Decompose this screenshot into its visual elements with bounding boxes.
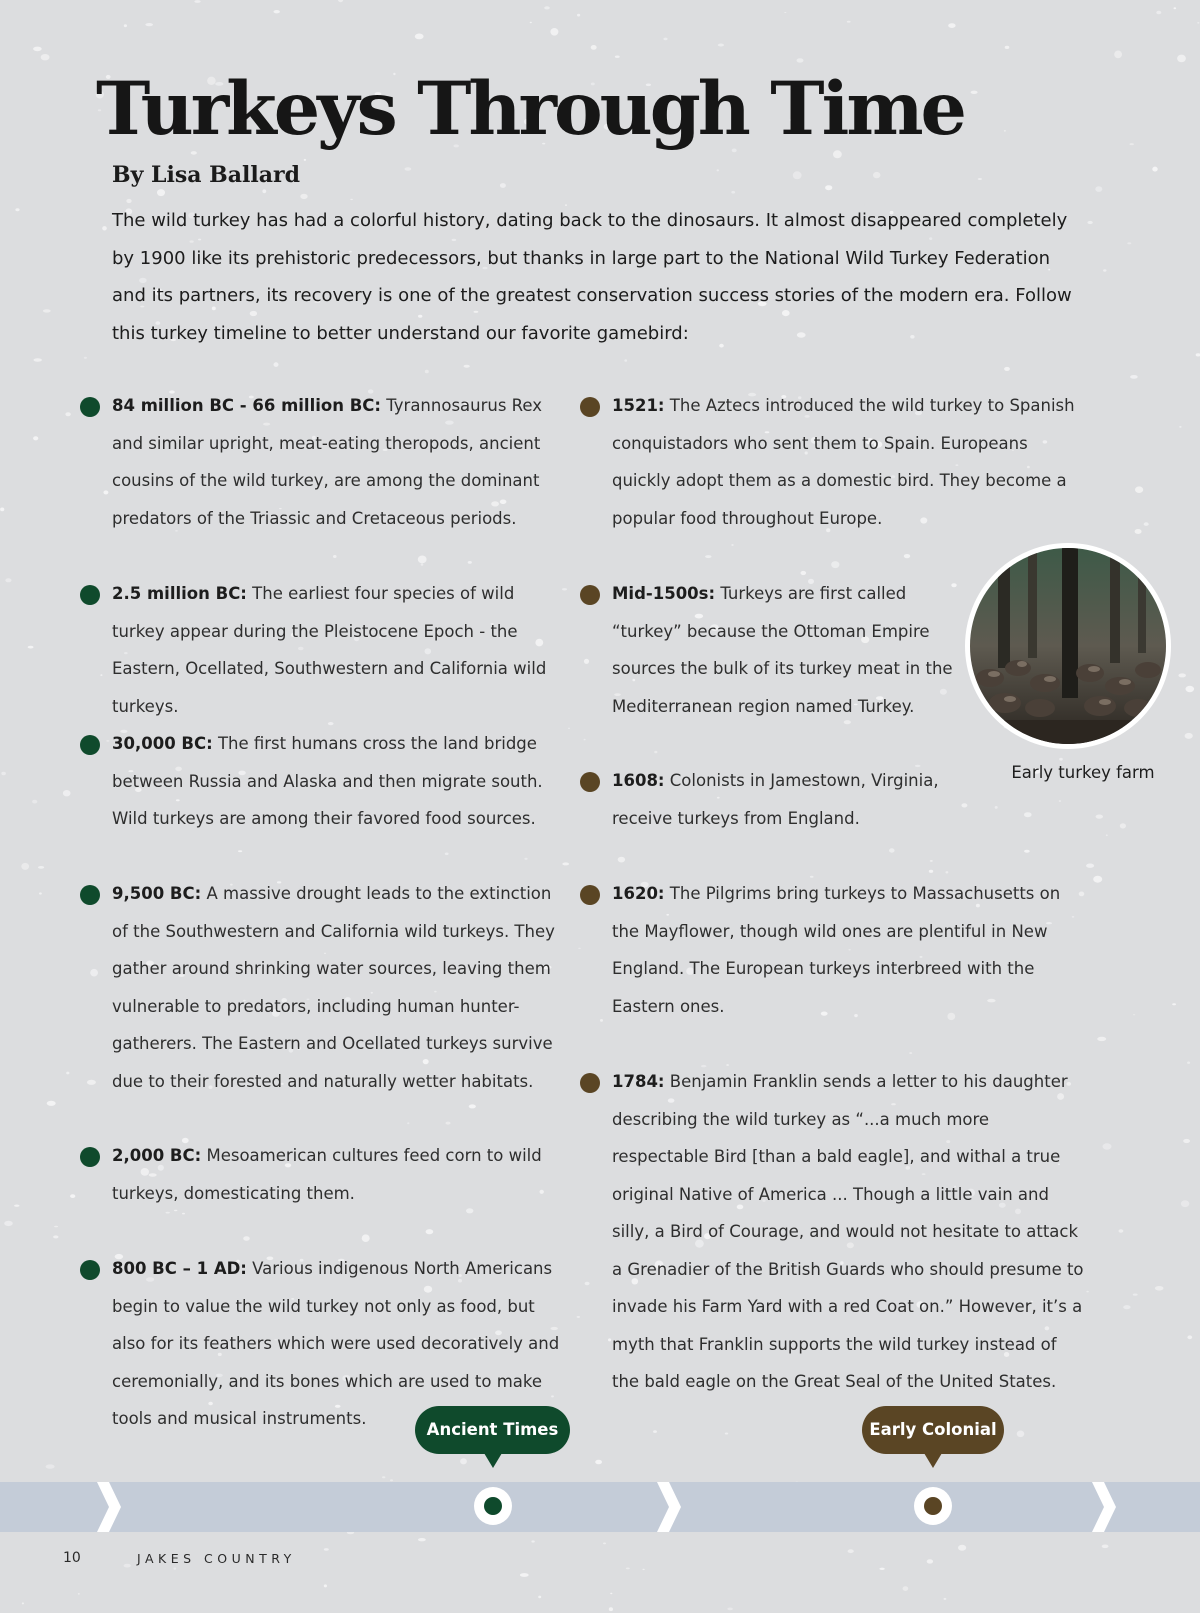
entry-text: The first humans cross the land bridge between Russia and Alaska and then migrate south. Wild turkeys are among their favored food sources. [112,734,543,828]
entry-date: 2,000 BC: [112,1146,202,1165]
timeline-entry-ancient [112,875,567,1100]
timeline-bullet [580,1073,600,1093]
timeline-entry-colonial [612,762,972,837]
chevron-right-icon [95,1482,125,1532]
entry-text: Mesoamerican cultures feed corn to wild turkeys, domesticating them. [112,1146,542,1203]
entry-text: A massive drought leads to the extinction of the Southwestern and California wild turkeys. They gather around shrinking water sources, leaving them vulnerable to predators, including human hunter-gatherers. The Eastern and Ocellated turkeys survive due to their forested and naturally wetter habitats. [112,884,555,1091]
entry-text: Turkeys are first called “turkey” because the Ottoman Empire sources the bulk of its turkey meat in the Mediterranean region named Turkey. [612,584,953,716]
era-pointer [921,1448,945,1468]
article-title: Turkeys Through Time [96,66,965,152]
entry-text: Benjamin Franklin sends a letter to his daughter describing the wild turkey as “...a much more respectable Bird [than a bald eagle], and withal a true original Native of America ... Though a little vain and silly, a Bird of Courage, and would not hesitate to attack a Grenadier of the British Guards who should presume to invade his Farm Yard with a red Coat on.” However, it’s a myth that Franklin supports the wild turkey instead of the bald eagle on the Great Seal of the United States. [612,1072,1084,1391]
entry-text: Tyrannosaurus Rex and similar upright, meat-eating theropods, ancient cousins of the wild turkey, are among the dominant predators of the Triassic and Cretaceous periods. [112,396,543,528]
entry-date: 800 BC – 1 AD: [112,1259,247,1278]
timeline-entry-ancient [112,575,567,725]
magazine-name: JAKES COUNTRY [137,1551,296,1566]
chevron-right-icon [655,1482,685,1532]
photo-caption: Early turkey farm [1011,763,1155,782]
entry-date: 1608: [612,771,665,790]
timeline-entry-ancient [112,387,567,537]
timeline-entry-colonial [612,1063,1087,1401]
era-pointer [481,1448,505,1468]
timeline-band [0,1482,1200,1532]
entry-date: 1784: [612,1072,665,1091]
timeline-bullet [80,397,100,417]
timeline-entry-colonial [612,575,972,725]
timeline-entry-colonial [612,387,1087,537]
turkey-farm-photo [965,543,1171,749]
timeline-bullet [80,885,100,905]
timeline-marker-colonial [914,1487,952,1525]
forest-turkey-flock-image [970,548,1166,744]
timeline-bullet [80,585,100,605]
timeline-marker-ancient [474,1487,512,1525]
timeline-entry-colonial [612,875,1087,1025]
entry-date: 1620: [612,884,665,903]
page-number: 10 [63,1550,81,1566]
entry-text: The Pilgrims bring turkeys to Massachusetts on the Mayflower, though wild ones are plentiful in New England. The European turkeys interbreed with the Eastern ones. [612,884,1061,1016]
era-label-ancient-times: Ancient Times [415,1406,570,1454]
chevron-right-icon [1090,1482,1120,1532]
entry-date: 2.5 million BC: [112,584,247,603]
entry-date: 84 million BC - 66 million BC: [112,396,382,415]
timeline-bullet [580,772,600,792]
entry-text: Various indigenous North Americans begin to value the wild turkey not only as food, but also for its feathers which were used decoratively and ceremonially, and its bones which are used to make tools and musical instruments. [112,1259,560,1428]
intro-paragraph: The wild turkey has had a colorful history, dating back to the dinosaurs. It almost disappeared completely by 1900 like its prehistoric predecessors, but thanks in large part to the National Wild Turkey Federation and its partners, its recovery is one of the greatest conservation success stories of the modern era. Follow this turkey timeline to better understand our favorite gamebird: [112,210,1072,344]
byline: By Lisa Ballard [112,162,300,188]
entry-date: 30,000 BC: [112,734,213,753]
entry-text: The earliest four species of wild turkey appear during the Pleistocene Epoch - the Eastern, Ocellated, Southwestern and California wild turkeys. [112,584,547,716]
timeline-bullet [580,397,600,417]
timeline-bullet [80,1147,100,1167]
era-label-early-colonial: Early Colonial [862,1406,1004,1454]
timeline-bullet [80,735,100,755]
entry-date: 1521: [612,396,665,415]
entry-date: Mid-1500s: [612,584,716,603]
timeline-bullet [580,885,600,905]
timeline-bullet [80,1260,100,1280]
entry-date: 9,500 BC: [112,884,202,903]
timeline-entry-ancient [112,725,567,838]
entry-text: The Aztecs introduced the wild turkey to Spanish conquistadors who sent them to Spain. Europeans quickly adopt them as a domestic bird. They become a popular food throughout Europe. [612,396,1075,528]
entry-text: Colonists in Jamestown, Virginia, receive turkeys from England. [612,771,939,828]
timeline-bullet [580,585,600,605]
timeline-entry-ancient [112,1137,567,1212]
